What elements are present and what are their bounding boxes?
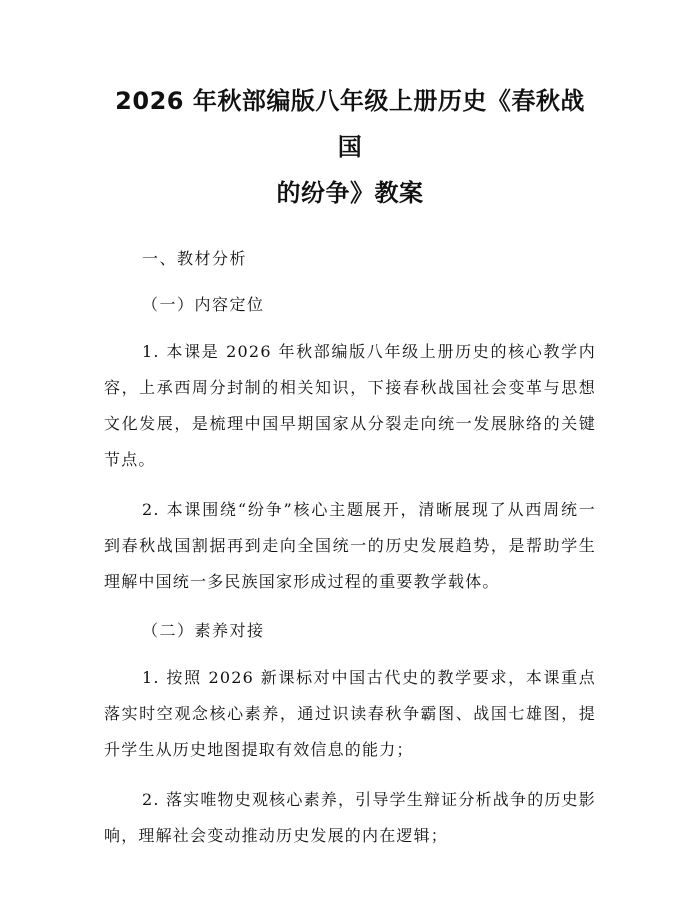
subsection-heading-literacy-alignment: （二）素养对接 (142, 621, 265, 640)
subsection-heading-content-positioning: （一）内容定位 (142, 295, 265, 314)
paragraph: 1. 按照 2026 新课标对中国古代史的教学要求，本课重点落实时空观念核心素养，通过识读春秋争霸图、战国七雄图，提升学生从历史地图提取有效信息的能力； (104, 668, 596, 759)
paragraph: 1. 本课是 2026 年秋部编版八年级上册历史的核心教学内容，上承西周分封制的相关知识，下接春秋战国社会变革与思想文化发展，是梳理中国早期国家从分裂走向统一发展脉络的关键节点。 (104, 342, 596, 469)
section-heading-teaching-material-analysis: 一、教材分析 (142, 249, 248, 268)
title-line-1: 2026 年秋部编版八年级上册历史《春秋战国 (115, 87, 585, 161)
paragraph: 2. 落实唯物史观核心素养，引导学生辩证分析战争的历史影响，理解社会变动推动历史发展的内在逻辑； (104, 790, 596, 845)
paragraph: 2. 本课围绕“纷争”核心主题展开，清晰展现了从西周统一到春秋战国割据再到走向全国统一的历史发展趋势，是帮助学生理解中国统一多民族国家形成过程的重要教学载体。 (104, 500, 596, 591)
document-title (104, 78, 596, 216)
title-line-2: 的纷争》教案 (276, 179, 424, 207)
